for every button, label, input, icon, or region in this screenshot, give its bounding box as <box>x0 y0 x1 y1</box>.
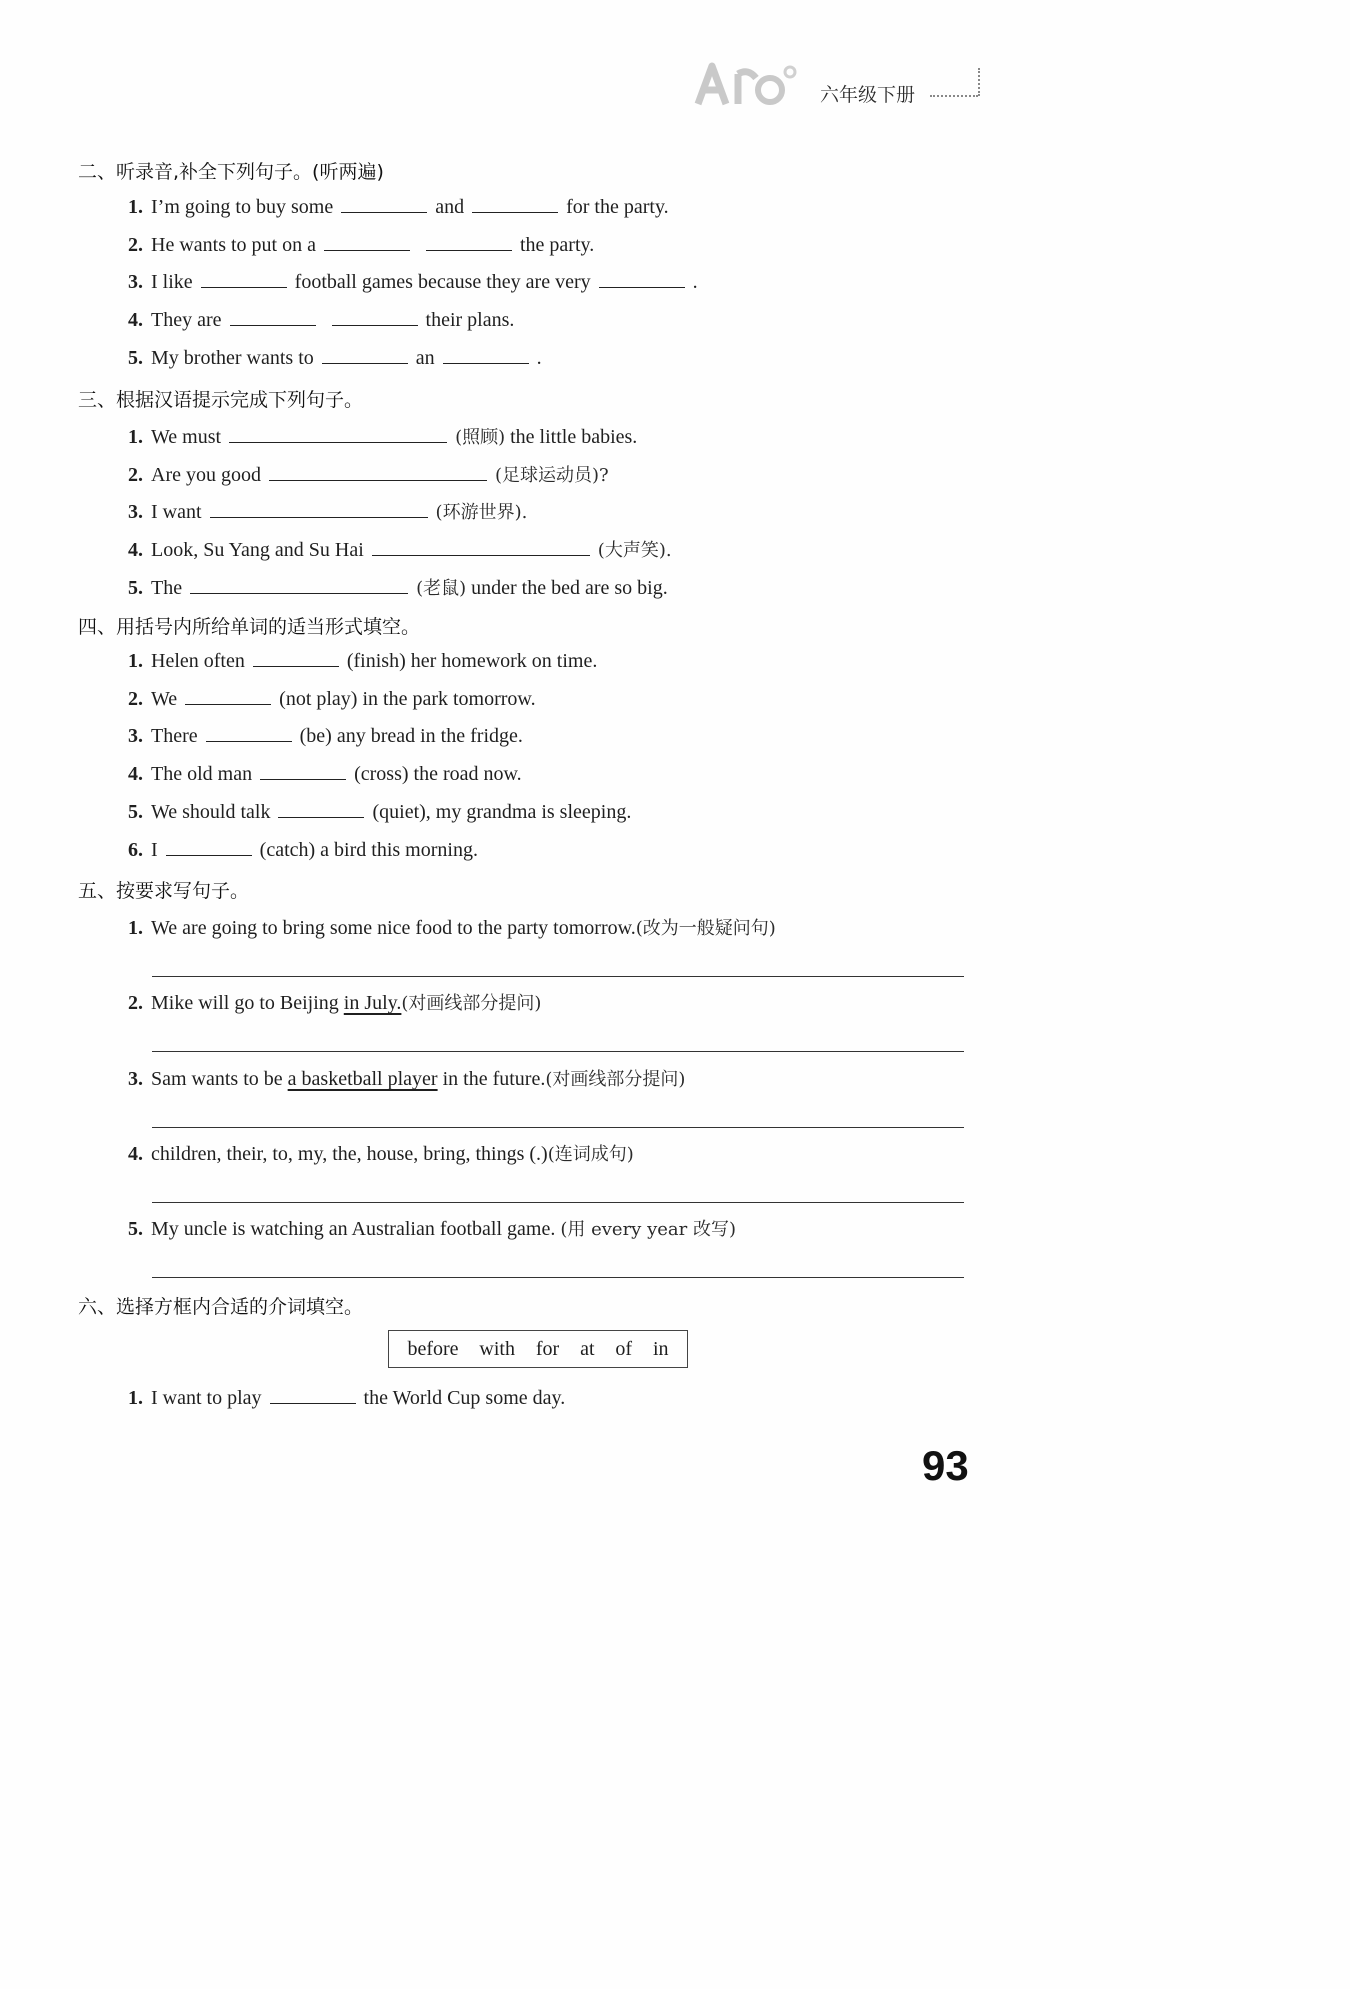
answer-blank[interactable] <box>185 688 271 705</box>
s2-question-4 <box>128 309 514 332</box>
question-text: They are <box>151 309 222 331</box>
question-number: 4. <box>128 309 143 331</box>
question-text: Look, Su Yang and Su Hai <box>151 539 364 561</box>
question-number: 6. <box>128 839 143 861</box>
question-text: (finish) her homework on time. <box>346 650 598 672</box>
answer-blank[interactable] <box>372 539 590 556</box>
instruction-hint: (连词成句) <box>547 1144 634 1165</box>
question-text: the party. <box>519 234 595 256</box>
answer-blank[interactable] <box>210 501 428 518</box>
question-text: We <box>151 688 178 710</box>
s6-question-1 <box>128 1387 565 1410</box>
question-number: 2. <box>128 464 143 486</box>
question-text: (cross) the road now. <box>354 763 522 785</box>
question-text: . <box>536 347 542 369</box>
question-text: the World Cup some day. <box>363 1387 566 1409</box>
question-text: Helen often <box>151 650 245 672</box>
answer-blank[interactable] <box>230 309 316 326</box>
instruction-hint: (对画线部分提问) <box>545 1069 686 1090</box>
question-text: My brother wants to <box>151 347 314 369</box>
word-option: before <box>407 1337 459 1360</box>
s5-question-2 <box>128 989 541 1015</box>
question-text: I like <box>151 271 193 293</box>
question-number: 2. <box>128 688 143 710</box>
s2-question-1 <box>128 196 669 219</box>
page-number: 93 <box>922 1442 969 1489</box>
instruction-hint: (改为一般疑问句) <box>635 918 776 939</box>
question-text: an <box>415 347 435 369</box>
underlined-phrase: a basketball player <box>287 1068 438 1090</box>
question-text: I <box>151 839 158 861</box>
section-6-title: 六、选择方框内合适的介词填空。 <box>78 1296 364 1318</box>
answer-blank[interactable] <box>190 577 408 594</box>
question-text: We must <box>151 426 222 448</box>
word-option: with <box>479 1337 515 1360</box>
chinese-hint: (足球运动员)? <box>494 465 609 486</box>
question-text: children, their, to, my, the, house, bring, things (.) <box>151 1143 548 1165</box>
question-text: Are you good <box>151 464 261 486</box>
s3-question-1 <box>128 423 637 449</box>
s3-question-2 <box>128 461 609 487</box>
grade-label: 六年级下册 <box>820 84 916 106</box>
s3-question-4 <box>128 536 672 562</box>
question-text: (not play) in the park tomorrow. <box>279 688 536 710</box>
answer-blank[interactable] <box>229 426 447 443</box>
question-text: There <box>151 725 198 747</box>
question-number: 5. <box>128 577 143 599</box>
question-text: and <box>435 196 465 218</box>
answer-blank[interactable] <box>332 309 418 326</box>
s5-question-3 <box>128 1065 685 1091</box>
question-number: 2. <box>128 992 143 1014</box>
question-text: under the bed are so big. <box>471 577 668 599</box>
s2-question-2 <box>128 234 594 257</box>
question-text: (quiet), my grandma is sleeping. <box>372 801 632 823</box>
s3-question-3 <box>128 498 527 524</box>
s3-question-5 <box>128 574 668 600</box>
question-text: (be) any bread in the fridge. <box>299 725 523 747</box>
question-text: The <box>151 577 183 599</box>
word-option: in <box>652 1337 669 1360</box>
underlined-phrase: in July. <box>343 992 402 1014</box>
question-text: Sam wants to be <box>151 1068 283 1090</box>
chinese-hint: (环游世界). <box>435 502 528 523</box>
question-number: 1. <box>128 1387 143 1409</box>
question-text: Mike will go to Beijing <box>151 992 339 1014</box>
answer-blank[interactable] <box>322 347 408 364</box>
section-4-title: 四、用括号内所给单词的适当形式填空。 <box>78 616 421 638</box>
answer-line[interactable] <box>152 1127 964 1128</box>
question-text: We should talk <box>151 801 271 823</box>
logo-graphic <box>690 60 800 110</box>
question-text: I want <box>151 501 202 523</box>
question-text: . <box>692 271 698 293</box>
s5-question-4 <box>128 1140 634 1166</box>
answer-line[interactable] <box>152 1051 964 1052</box>
word-bank-box <box>388 1330 688 1368</box>
s4-question-1 <box>128 650 597 673</box>
answer-blank[interactable] <box>166 839 252 856</box>
s4-question-5 <box>128 801 631 824</box>
question-text: The old man <box>151 763 253 785</box>
answer-blank[interactable] <box>260 763 346 780</box>
question-text: He wants to put on a <box>151 234 316 256</box>
question-text: I want to play <box>151 1387 262 1409</box>
question-text: their plans. <box>425 309 515 331</box>
question-number: 3. <box>128 725 143 747</box>
question-number: 5. <box>128 1218 143 1240</box>
word-option: at <box>580 1337 595 1360</box>
instruction-hint: (对画线部分提问) <box>401 993 542 1014</box>
question-text: the little babies. <box>510 426 638 448</box>
question-number: 3. <box>128 1068 143 1090</box>
question-number: 4. <box>128 539 143 561</box>
question-number: 1. <box>128 426 143 448</box>
answer-blank[interactable] <box>206 725 292 742</box>
answer-blank[interactable] <box>443 347 529 364</box>
answer-blank[interactable] <box>472 196 558 213</box>
question-text: for the party. <box>566 196 669 218</box>
answer-blank[interactable] <box>324 234 410 251</box>
s4-question-4 <box>128 763 522 786</box>
answer-blank[interactable] <box>599 271 685 288</box>
question-text: (catch) a bird this morning. <box>259 839 478 861</box>
answer-line[interactable] <box>152 1202 964 1203</box>
question-number: 1. <box>128 917 143 939</box>
chinese-hint: (照顾) <box>455 427 506 448</box>
chinese-hint: (大声笑). <box>597 540 672 561</box>
answer-blank[interactable] <box>269 464 487 481</box>
answer-line[interactable] <box>152 1277 964 1278</box>
s4-question-2 <box>128 688 536 711</box>
answer-blank[interactable] <box>201 271 287 288</box>
question-text: in the future. <box>442 1068 546 1090</box>
header-divider-vertical <box>978 68 980 96</box>
instruction-hint: (用 every year 改写) <box>560 1219 736 1240</box>
question-number: 1. <box>128 650 143 672</box>
s2-question-5 <box>128 347 542 370</box>
question-number: 1. <box>128 196 143 218</box>
s5-question-5 <box>128 1215 736 1241</box>
question-number: 4. <box>128 763 143 785</box>
word-option: for <box>535 1337 560 1360</box>
header-divider <box>930 95 978 97</box>
s4-question-3 <box>128 725 523 748</box>
question-number: 4. <box>128 1143 143 1165</box>
word-option: of <box>615 1337 633 1360</box>
s4-question-6 <box>128 839 478 862</box>
answer-blank[interactable] <box>270 1387 356 1404</box>
question-text: I’m going to buy some <box>151 196 334 218</box>
answer-blank[interactable] <box>253 650 339 667</box>
question-number: 2. <box>128 234 143 256</box>
question-number: 5. <box>128 801 143 823</box>
question-text: We are going to bring some nice food to the party tomorrow. <box>151 917 636 939</box>
chinese-hint: (老鼠) <box>416 578 467 599</box>
question-number: 3. <box>128 501 143 523</box>
section-3-title: 三、根据汉语提示完成下列句子。 <box>78 389 364 411</box>
answer-blank[interactable] <box>426 234 512 251</box>
question-number: 5. <box>128 347 143 369</box>
question-number: 3. <box>128 271 143 293</box>
section-5-title: 五、按要求写句子。 <box>78 880 250 902</box>
section-2-title: 二、听录音,补全下列句子。(听两遍) <box>78 161 384 183</box>
answer-line[interactable] <box>152 976 964 977</box>
s2-question-3 <box>128 271 698 294</box>
answer-blank[interactable] <box>341 196 427 213</box>
question-text: football games because they are very <box>294 271 591 293</box>
question-text: My uncle is watching an Australian football game. <box>151 1218 556 1240</box>
s5-question-1 <box>128 914 776 940</box>
answer-blank[interactable] <box>278 801 364 818</box>
